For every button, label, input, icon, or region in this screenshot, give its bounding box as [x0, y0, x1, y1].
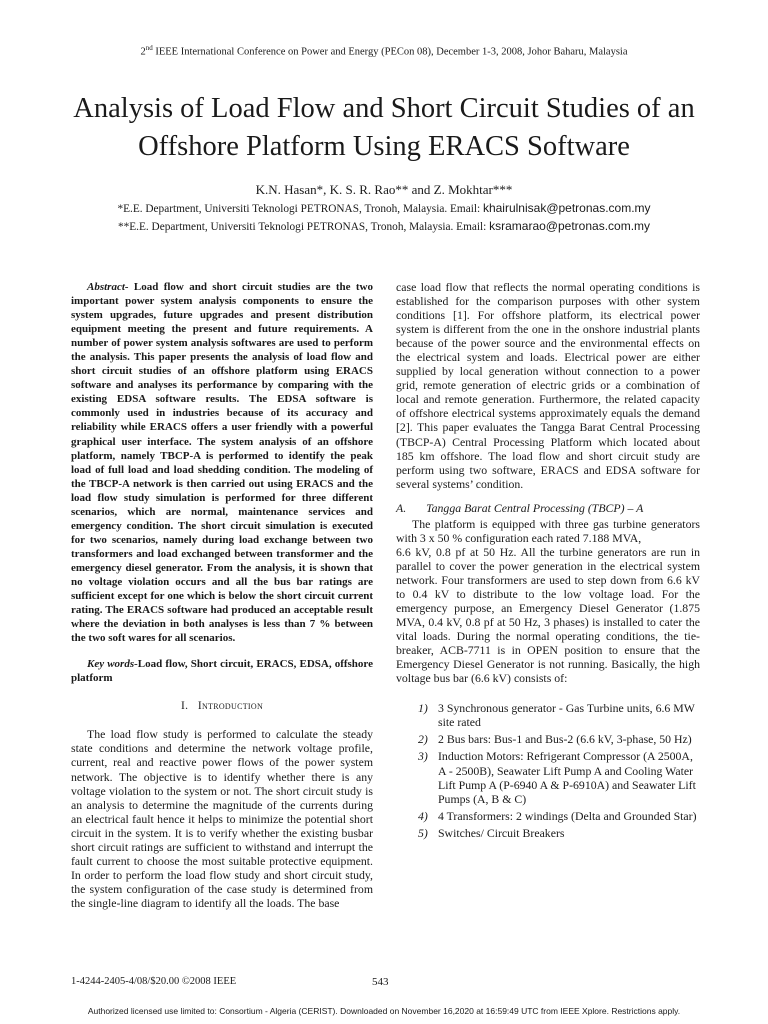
- conference-header: 2nd IEEE International Conference on Power and Energy (PECon 08), December 1-3, 2008, Johor Baharu, Malaysia: [140, 44, 628, 58]
- page-number: 543: [372, 976, 389, 988]
- keywords: Key words-Load flow, Short circuit, ERACS, EDSA, offshore platform: [71, 658, 373, 685]
- affiliation-1: *E.E. Department, Universiti Teknologi PETRONAS, Tronoh, Malaysia. Email: khairulnisak@petronas.com.my: [117, 201, 651, 215]
- authors: K.N. Hasan*, K. S. R. Rao** and Z. Mokhtar***: [255, 182, 513, 197]
- left-column: [71, 280, 373, 910]
- intro-paragraph: The load flow study is performed to calculate the steady state conditions and determine the network voltage profile, current, real and reactive power flows of the power system network. The objective is to identify whether there is any voltage violation to the system or not. The short circuit study is an analysis to determine the magnitude of the currents during an electrical fault hence it helps to minimize the potential short circuit in the system. It is to verify whether the existing busbar short circuit ratings are sufficient to withstand and interrupt the fault current to choose the most suitable protective equipment. In order to perform the load flow study and short circuit study, the system configuration of the case study is determined from the single-line diagram to identify all the loads. The base: [71, 727, 373, 910]
- right-paragraph-1: case load flow that reflects the normal operating conditions is established for the comparison purposes with other system conditions [1]. For offshore platform, its electrical power system is different from the one in the onshore industrial plants because of the power source and the environmental effects on the electrical system and loads. Electrical power are either supplied by local generation without connection to a power grid, remote generation of electric grids or a combination of local and remote generation. Furthermore, the related capacity of offshore electrical systems approximately equals the demand [2]. This paper evaluates the Tangga Barat Central Processing (TBCP-A) Central Processing Platform which located about 185 km offshore. The load flow and short circuit study are perform using two software, ERACS and EDSA software for several systems’ condition.: [396, 280, 700, 491]
- abstract: Abstract- Load flow and short circuit studies are the two important power system analysis components to ensure the system upgrades, future upgrades and present distribution equipment meeting the present and future requirements. A number of power system analysis softwares are used to perform the analysis. This paper presents the analysis of load flow and short circuit studies of an offshore platform using ERACS software and analyses its performance by comparing with the existing EDSA software results. The EDSA software is commonly used in industries because of its accuracy and reliability while ERACS offers a user friendly with a powerful graphical user interface. The system analysis of an offshore platform, namely TBCP-A is performed to identify the peak load of full load and load shedding condition. The modeling of the TBCP-A network is then carried out using ERACS and the load flow study simulation is performed for three different scenarios, which are normal, maintenance services and emergency condition. The short circuit simulation is executed for two scenarios, namely during load exchange between two transformers and load exchanged between transformer and the emergency diesel generator. From the analysis, it is shown that no voltage violation occurs and all the bus bar ratings are sufficient except for one which is below the short circuit current rating. The ERACS software had produced an acceptable result where the deviation in both analyses is less than 7 % between the two soft wares for all scenarios.: [71, 281, 373, 645]
- section-heading-introduction: I. Introduction: [180, 700, 264, 713]
- list-item: 4) 4 Transformers: 2 windings (Delta and Grounded Star): [418, 808, 697, 823]
- footer-isbn: 1-4244-2405-4/08/$20.00 ©2008 IEEE: [71, 976, 237, 987]
- affiliation-2: **E.E. Department, Universiti Teknologi PETRONAS, Tronoh, Malaysia. Email: ksramarao@petronas.com.my: [117, 219, 651, 233]
- email-1: khairulnisak@petronas.com.my: [482, 201, 651, 215]
- bus-bar-list: [396, 701, 700, 839]
- right-paragraph-2a: The platform is equipped with three gas turbine generators with 3 x 50 % configuration each rated 7.188 MVA,: [396, 516, 700, 545]
- paper-title: Analysis of Load Flow and Short Circuit Studies of an Offshore Platform Using ERACS Software: [73, 93, 695, 162]
- list-item: 5) Switches/ Circuit Breakers: [418, 825, 565, 840]
- list-item: 1) 3 Synchronous generator - Gas Turbine units, 6.6 MW site rated: [418, 701, 695, 730]
- license-note: Authorized licensed use limited to: Consortium - Algeria (CERIST). Downloaded on November 16,2020 at 16:59:49 UTC from IEEE Xplore. Restrictions apply.: [87, 1006, 681, 1016]
- list-item: 2) 2 Bus bars: Bus-1 and Bus-2 (6.6 kV, 3-phase, 50 Hz): [418, 732, 692, 747]
- subsection-a-heading: A. Tangga Barat Central Processing (TBCP) – A: [396, 500, 644, 515]
- email-2: ksramarao@petronas.com.my: [489, 219, 651, 233]
- list-item: 3) Induction Motors: Refrigerant Compressor (A 2500A, A - 2500B), Seawater Lift Pump A and Cooling Water Lift Pump A (P-6940 A & P-6910A) and Seawater Lift Pumps (A, B & C): [418, 749, 696, 806]
- right-paragraph-2b: 6.6 kV, 0.8 pf at 50 Hz. All the turbine generators are run in parallel to cover the power generation in the electrical system network. Four transformers are used to step down from 6.6 kV to 0.4 kV to distribute to the low voltage load. For the emergency purpose, an Emergency Diesel Generator (1.875 MVA, 0.4 kV, 0.8 pf at 50 Hz, 3 phases) is installed to cater the vital loads. During the normal operating conditions, the tie-breaker, ACB-7711 is in OPEN position to ensure that the Emergency Diesel Generator is not running. Basically, the high voltage bus bar (6.6 kV) consists of:: [396, 544, 700, 686]
- right-column: [396, 280, 700, 843]
